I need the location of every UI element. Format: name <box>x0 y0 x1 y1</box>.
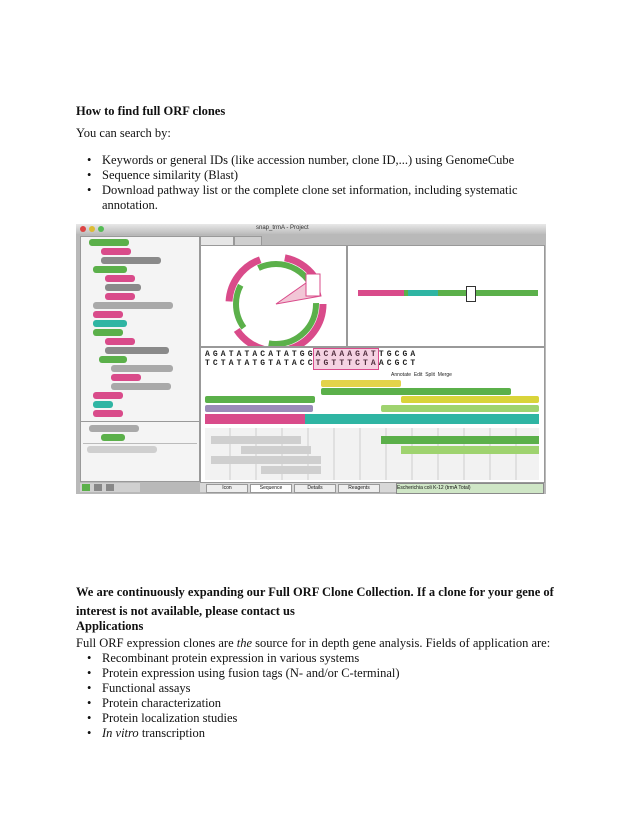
remove-icon[interactable] <box>94 484 102 491</box>
tree-item[interactable] <box>93 410 123 417</box>
tree-item[interactable] <box>105 275 135 282</box>
tree-item[interactable] <box>111 383 171 390</box>
edit-button[interactable]: Edit <box>413 372 423 378</box>
list-item: • Functional assays <box>76 681 546 696</box>
sequence-top-strand: AGATATACATATGGACAAAGATTGCGA <box>205 350 419 359</box>
heading-applications: Applications <box>76 619 144 633</box>
list-item-continuation: annotation. <box>102 198 158 212</box>
maximize-icon[interactable] <box>98 226 104 232</box>
tree-item[interactable] <box>105 338 135 345</box>
annotate-button[interactable]: Annotate <box>391 372 412 378</box>
window-title: snap_trmA - Project <box>256 225 309 231</box>
sequence-view <box>200 347 545 483</box>
sequence-selection[interactable] <box>313 348 379 370</box>
tree-item[interactable] <box>93 392 123 399</box>
tab-sequence[interactable]: Sequence <box>250 484 292 493</box>
feature-bar[interactable] <box>205 405 313 412</box>
tree-item[interactable] <box>93 311 123 318</box>
tree-item[interactable] <box>111 374 141 381</box>
heading-expanding-collection: We are continuously expanding our Full ORF Clone Collection. If a clone for your gene of <box>76 585 554 599</box>
feature-bar[interactable] <box>401 396 539 403</box>
translation-frame[interactable] <box>305 414 539 424</box>
tree-item[interactable] <box>105 284 141 291</box>
tree-item[interactable] <box>105 293 135 300</box>
list-item: • Protein expression using fusion tags (N- and/or C-terminal) <box>76 666 546 681</box>
selection-box <box>306 274 320 296</box>
minimize-icon[interactable] <box>89 226 95 232</box>
heading-expanding-collection-line2: interest is not available, please contact us <box>76 604 295 618</box>
tree-item[interactable] <box>101 257 161 264</box>
plasmid-ring-outer <box>229 257 323 346</box>
tree-item[interactable] <box>111 365 173 372</box>
search-intro: You can search by: <box>76 126 171 140</box>
tree-item[interactable] <box>101 434 125 441</box>
tree-item[interactable] <box>99 356 127 363</box>
search-methods-list <box>76 153 546 198</box>
tab-details[interactable]: Details <box>294 484 336 493</box>
status-field: Escherichia coli K-12 (trmA Total) <box>396 483 544 494</box>
tree-item[interactable] <box>93 266 127 273</box>
window-title-bar <box>76 224 546 234</box>
sequence-toolbar <box>391 372 452 378</box>
tree-item[interactable] <box>93 320 127 327</box>
heading-find-orf: How to find full ORF clones <box>76 104 226 118</box>
tree-item[interactable] <box>101 248 131 255</box>
close-icon[interactable] <box>80 226 86 232</box>
tree-item[interactable] <box>89 425 139 432</box>
bottom-tab-bar <box>200 483 400 492</box>
tree-item[interactable] <box>93 401 113 408</box>
bottom-toolbar <box>80 483 140 492</box>
feature-bar[interactable] <box>381 405 539 412</box>
tree-item[interactable] <box>89 239 129 246</box>
tree-item <box>87 446 157 453</box>
list-item: • Recombinant protein expression in various systems <box>76 651 546 666</box>
tree-item[interactable] <box>93 302 173 309</box>
tree-item[interactable] <box>105 347 169 354</box>
list-item: • Protein localization studies <box>76 711 546 726</box>
settings-icon[interactable] <box>106 484 114 491</box>
list-item: • Sequence similarity (Blast) <box>76 168 546 183</box>
tab-reagents[interactable]: Reagents <box>338 484 380 493</box>
tree-item[interactable] <box>93 329 123 336</box>
feature-bar[interactable] <box>321 380 401 387</box>
tab-icon[interactable]: Icon <box>206 484 248 493</box>
software-screenshot <box>76 224 546 494</box>
list-item: • Download pathway list or the complete clone set information, including systematic <box>76 183 546 198</box>
linear-map <box>347 245 545 347</box>
merge-button[interactable]: Merge <box>437 372 452 378</box>
list-item: • In vitro transcription <box>76 726 546 741</box>
element-tree <box>80 236 200 482</box>
position-slider[interactable] <box>466 286 476 302</box>
translation-frame[interactable] <box>205 414 305 424</box>
list-item: • Protein characterization <box>76 696 546 711</box>
split-button[interactable]: Split <box>425 372 435 378</box>
plasmid-map <box>200 245 347 347</box>
applications-intro: Full ORF expression clones are the source for in depth gene analysis. Fields of application are: <box>76 636 551 650</box>
applications-list <box>76 651 546 741</box>
list-item: • Keywords or general IDs (like accession number, clone ID,...) using GenomeCube <box>76 153 546 168</box>
feature-bar[interactable] <box>321 388 511 395</box>
feature-bar[interactable] <box>205 396 315 403</box>
sequence-bottom-strand: TCTATATGTATACCTGTTTCTAACGCT <box>205 359 419 368</box>
add-icon[interactable] <box>82 484 90 491</box>
